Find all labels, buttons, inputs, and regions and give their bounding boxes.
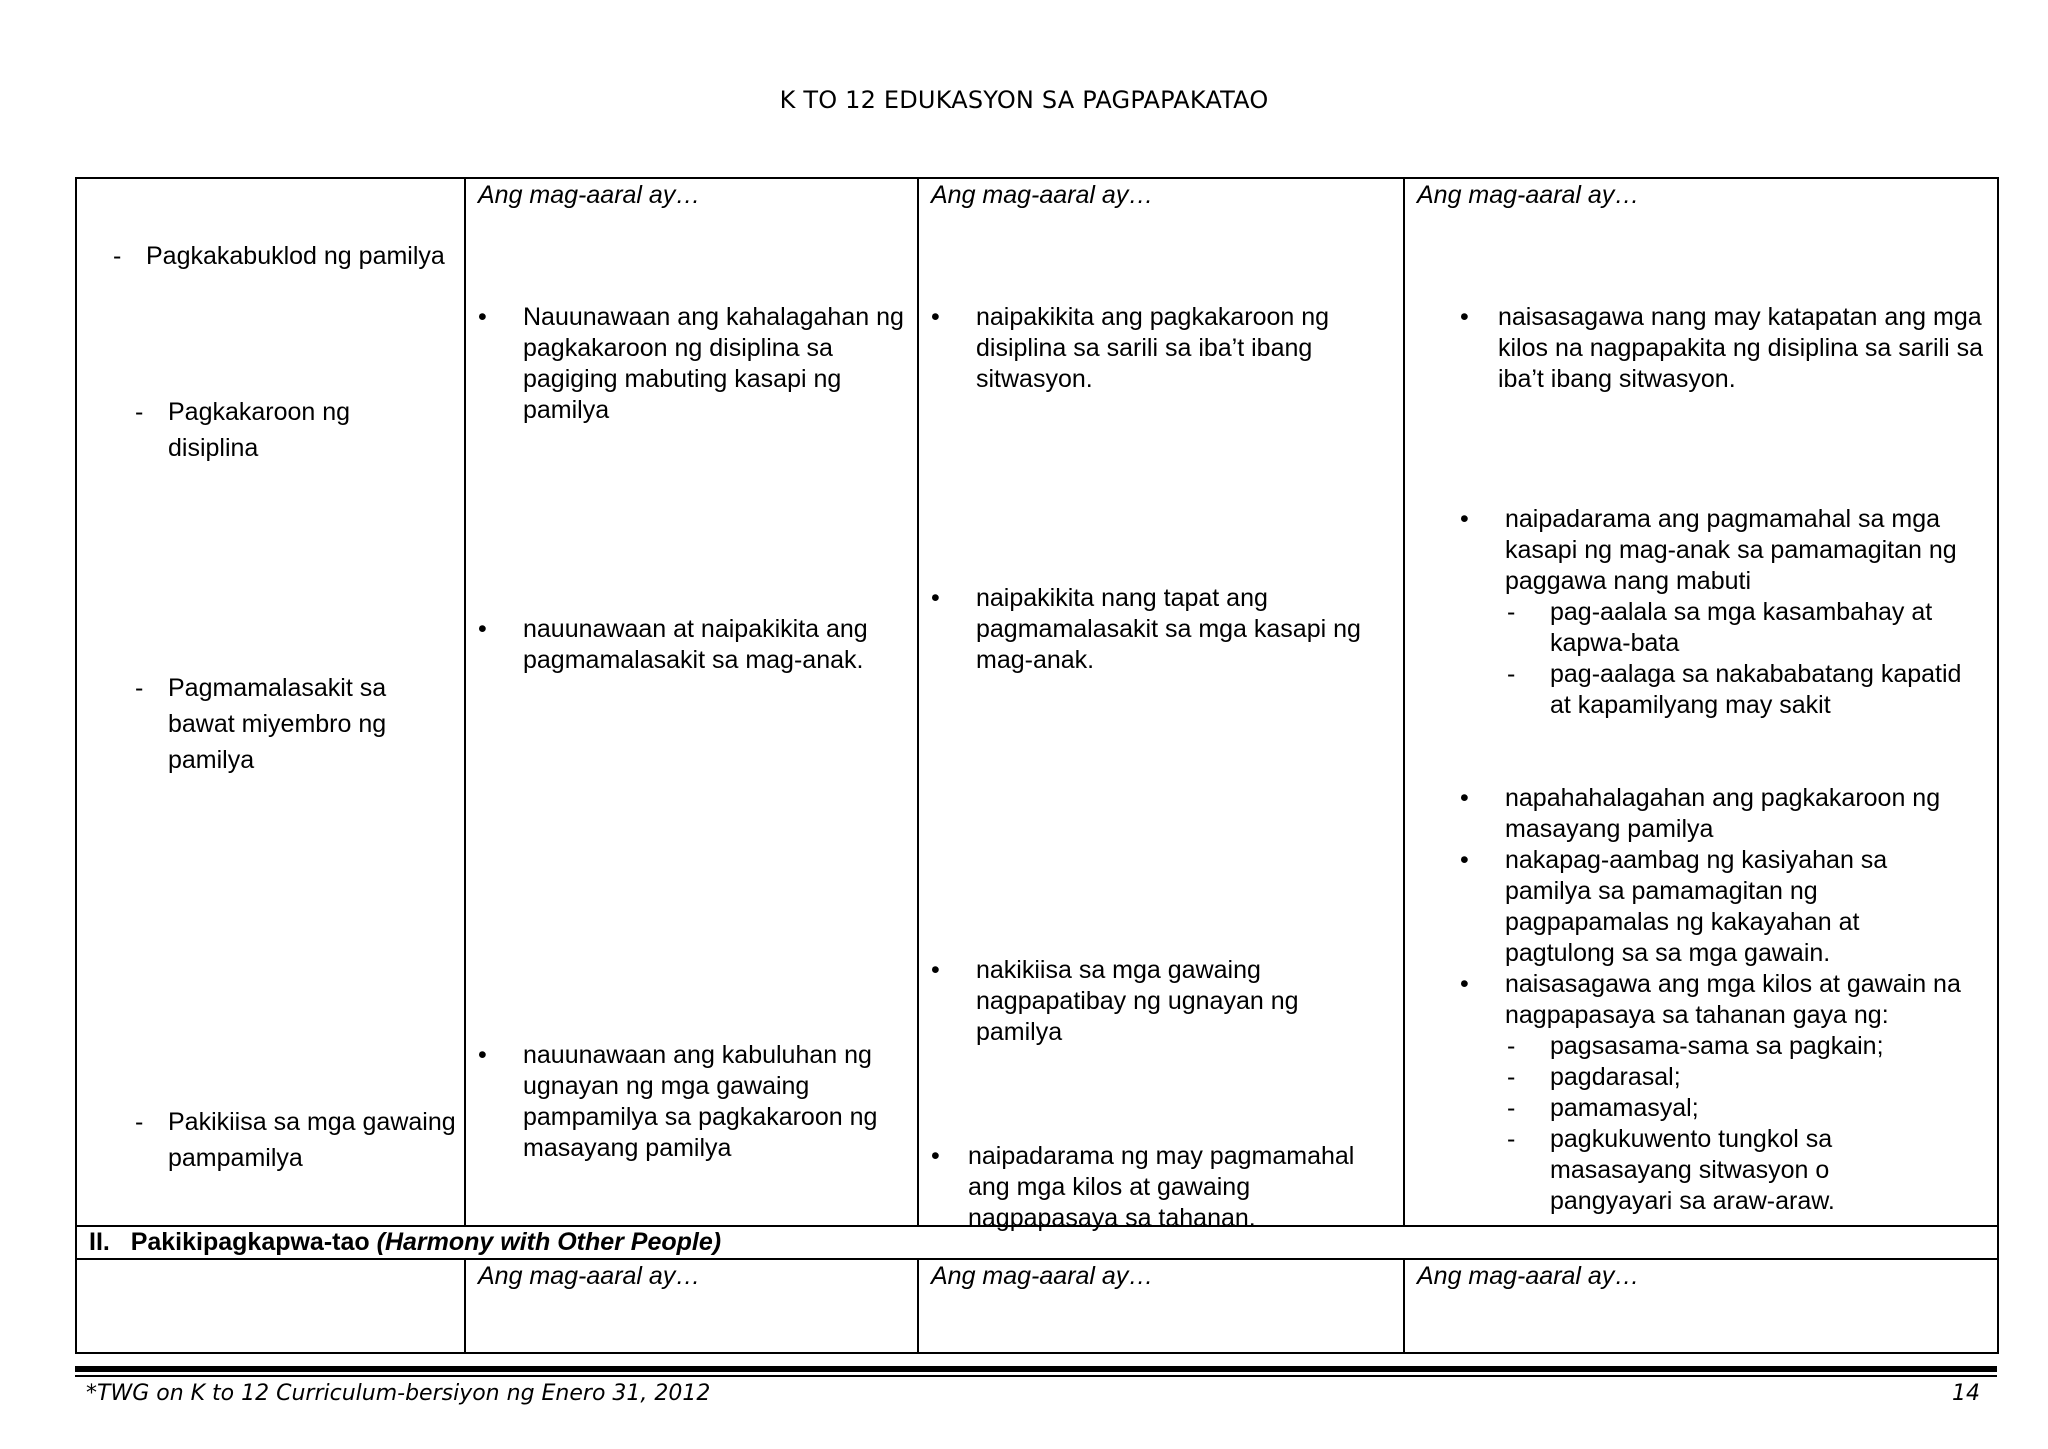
topics-cell [76,1259,465,1353]
page-header: K TO 12 EDUKASYON SA PAGPAPAKATAO [779,86,1269,114]
list-item: • naipakikita nang tapat ang pagmamalasakit sa mga kasapi ng mag-anak. [931,583,1386,676]
content-standards-cell [465,1259,918,1353]
topic-item: - Pagkakaroon ng disiplina [135,394,428,466]
footer-rule [75,1375,1997,1377]
sub-list-item: - pag-aalala sa mga kasambahay at kapwa-bata [1505,597,1940,659]
list-item: • naipadarama ng may pagmamahal ang mga kilos at gawaing nagpapasaya sa tahanan. [931,1141,1368,1234]
footer-rule [75,1366,1997,1372]
intro-text: Ang mag-aaral ay… [478,181,701,209]
section-english-title: (Harmony with Other People) [376,1228,722,1256]
sub-list-item: - pagsasama-sama sa pagkain; [1505,1031,1975,1062]
intro-text: Ang mag-aaral ay… [931,1262,1154,1290]
performance-standards-cell [918,178,1404,1232]
list-item: • napahahalagahan ang pagkakaroon ng masayang pamilya [1460,783,1975,845]
topics-cell [76,178,465,1226]
topic-item: - Pagmamalasakit sa bawat miyembro ng pamilya [135,670,428,778]
intro-text: Ang mag-aaral ay… [931,181,1154,209]
list-item: • naipakikita ang pagkakaroon ng disiplina sa sarili sa iba’t ibang sitwasyon. [931,302,1386,395]
learning-competencies-cell [1404,178,1998,1226]
list-item: • Nauunawaan ang kahalagahan ng pagkakaroon ng disiplina sa pagiging mabuting kasapi ng pamilya [478,302,928,426]
section-number: II. [89,1228,110,1256]
sub-list-item: - pagkukuwento tungkol sa masasayang sitwasyon o pangyayari sa araw-araw. [1505,1124,1920,1217]
performance-standards-cell [918,1259,1404,1353]
table-row [76,1259,1998,1353]
list-item: • nauunawaan at naipakikita ang pagmamalasakit sa mag-anak. [478,614,928,676]
list-item: • naisasagawa nang may katapatan ang mga kilos na nagpapakita ng disiplina sa sarili sa iba’t ibang sitwasyon. [1460,302,1988,395]
sub-list-item: - pag-aalaga sa nakababatang kapatid at kapamilyang may sakit [1505,659,1970,721]
list-item: • naisasagawa ang mga kilos at gawain na nagpapasaya sa tahanan gaya ng: [1460,969,1975,1031]
sub-list-item: - pamamasyal; [1505,1093,1975,1124]
footer-note: *TWG on K to 12 Curriculum-bersiyon ng Enero 31, 2012 [86,1381,711,1406]
topic-item: - Pagkakabuklod ng pamilya [113,238,446,274]
topic-item: - Pakikiisa sa mga gawaing pampamilya [135,1104,458,1176]
intro-text: Ang mag-aaral ay… [1417,1262,1640,1290]
sub-list-item: - pagdarasal; [1505,1062,1975,1093]
content-standards-cell [465,178,918,1226]
intro-text: Ang mag-aaral ay… [478,1262,701,1290]
list-item-group [1460,783,1975,1217]
learning-competencies-cell [1404,1259,1998,1353]
list-item: • nakikiisa sa mga gawaing nagpapatibay ng ugnayan ng pamilya [931,955,1376,1048]
list-item: • nauunawaan ang kabuluhan ng ugnayan ng mga gawaing pampamilya sa pagkakaroon ng masayang pamilya [478,1040,943,1164]
curriculum-table [75,177,1999,1354]
list-item: • nakapag-aambag ng kasiyahan sa pamilya sa pamamagitan ng pagpapamalas ng kakayahan at pagtulong sa sa mga gawain. [1460,845,1975,969]
list-item: • naipadarama ang pagmamahal sa mga kasapi ng mag-anak sa pamamagitan ng paggawa nang mabuti [1460,504,1975,597]
page-number: 14 [1952,1381,1980,1406]
table-row [76,178,1998,1226]
intro-text: Ang mag-aaral ay… [1417,181,1640,209]
list-item-group [1460,504,1975,721]
section-title: Pakikipagkapwa-tao [130,1228,370,1256]
